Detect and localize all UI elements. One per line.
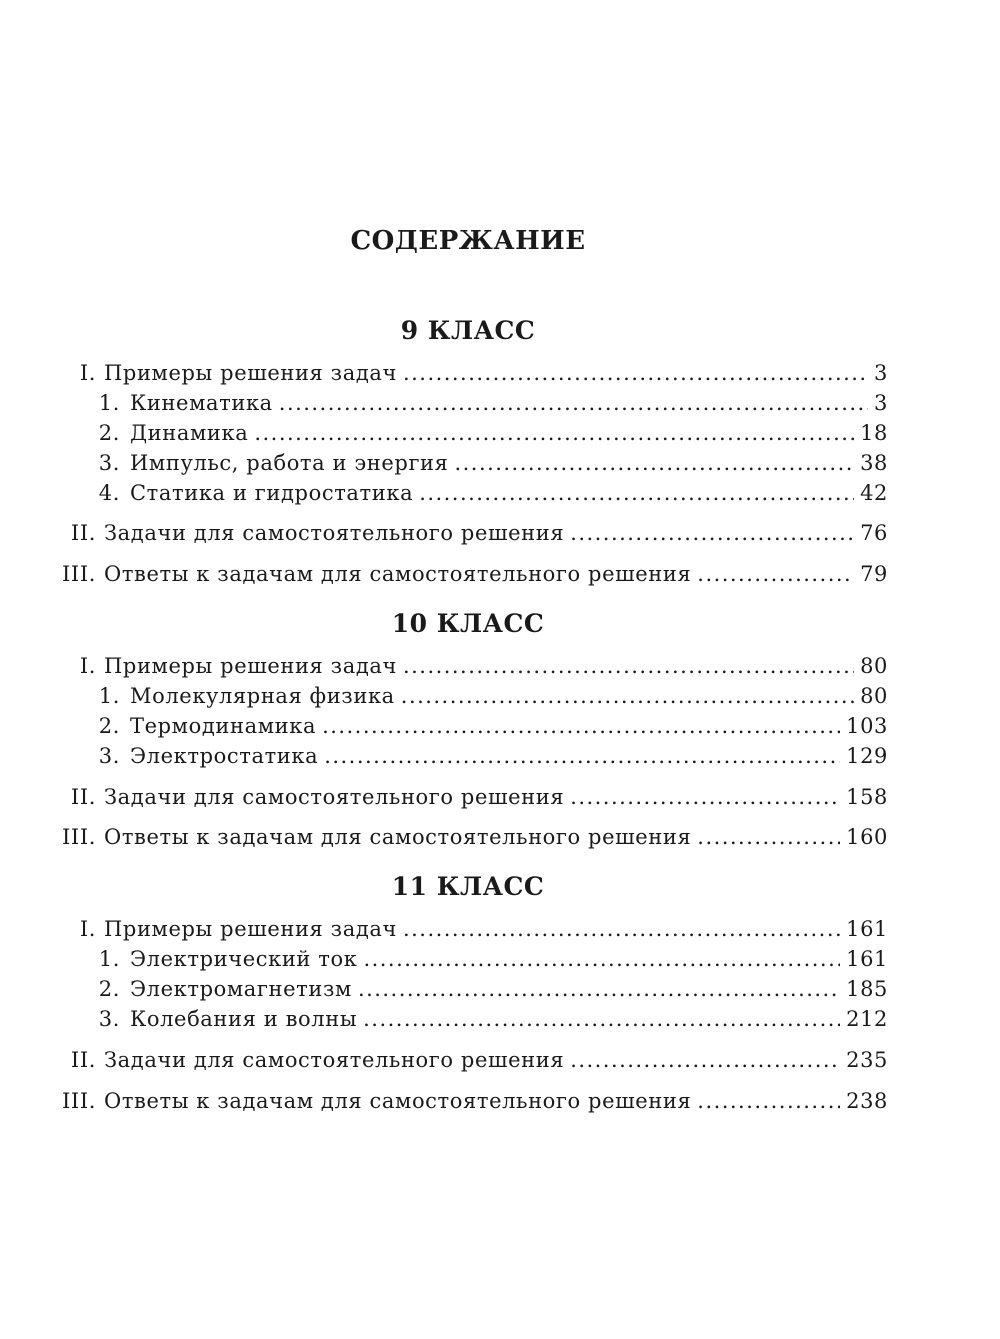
toc-entry[interactable] <box>88 421 888 445</box>
section-heading-11: 11 КЛАСС <box>391 872 545 901</box>
toc-entry-number: III. <box>62 825 96 849</box>
toc-entry[interactable] <box>88 714 888 738</box>
dot-leader <box>403 654 854 678</box>
dot-leader <box>254 421 854 445</box>
toc-entry[interactable] <box>88 1007 888 1031</box>
toc-entry-page: 235 <box>846 1048 888 1072</box>
toc-entry-number: 3. <box>98 451 120 475</box>
toc-entry[interactable] <box>88 391 888 415</box>
section-heading-10: 10 КЛАСС <box>391 609 545 638</box>
toc-entry-number: 1. <box>98 684 120 708</box>
toc-entry-page: 3 <box>874 391 888 415</box>
toc-entry[interactable] <box>40 1048 888 1072</box>
toc-entry[interactable] <box>40 562 888 586</box>
dot-leader <box>570 1048 840 1072</box>
toc-entry-label: Электромагнетизм <box>130 977 352 1001</box>
toc-entry-label: Электростатика <box>130 744 319 768</box>
dot-leader <box>697 825 840 849</box>
dot-leader <box>697 562 854 586</box>
toc-entry-number: I. <box>79 361 96 385</box>
toc-entry-page: 238 <box>846 1089 888 1113</box>
toc-entry-label: Кинематика <box>130 391 273 415</box>
toc-entry-page: 76 <box>860 521 888 545</box>
toc-entry-page: 103 <box>846 714 888 738</box>
toc-entry[interactable] <box>40 917 888 941</box>
dot-leader <box>403 917 840 941</box>
toc-entry-page: 80 <box>860 654 888 678</box>
toc-entry-number: 1. <box>98 391 120 415</box>
dot-leader <box>401 684 854 708</box>
dot-leader <box>419 481 854 505</box>
toc-entry-number: 2. <box>98 977 120 1001</box>
toc-entry-number: III. <box>62 1089 96 1113</box>
toc-entry[interactable] <box>88 947 888 971</box>
toc-entry[interactable] <box>88 451 888 475</box>
toc-entry[interactable] <box>88 481 888 505</box>
dot-leader <box>697 1089 840 1113</box>
toc-entry-page: 3 <box>874 361 888 385</box>
toc-entry-label: Электрический ток <box>130 947 358 971</box>
toc-entry-number: II. <box>70 785 96 809</box>
dot-leader <box>363 1007 840 1031</box>
toc-entry-label: Ответы к задачам для самостоятельного решения <box>104 1089 692 1113</box>
toc-entry-number: 3. <box>98 744 120 768</box>
toc-entry[interactable] <box>88 744 888 768</box>
toc-entry[interactable] <box>40 654 888 678</box>
toc-entry-label: Ответы к задачам для самостоятельного решения <box>104 562 692 586</box>
dot-leader <box>570 785 840 809</box>
dot-leader <box>363 947 840 971</box>
toc-entry-label: Примеры решения задач <box>104 654 397 678</box>
dot-leader <box>455 451 855 475</box>
toc-entry[interactable] <box>88 977 888 1001</box>
toc-entry-page: 38 <box>860 451 888 475</box>
toc-entry-page: 212 <box>846 1007 888 1031</box>
toc-entry-label: Молекулярная физика <box>130 684 395 708</box>
toc-entry-label: Импульс, работа и энергия <box>130 451 449 475</box>
toc-entry-page: 129 <box>846 744 888 768</box>
toc-entry-page: 161 <box>846 917 888 941</box>
dot-leader <box>279 391 868 415</box>
dot-leader <box>403 361 868 385</box>
toc-entry-label: Примеры решения задач <box>104 361 397 385</box>
toc-entry-label: Термодинамика <box>130 714 317 738</box>
toc-entry-number: II. <box>70 521 96 545</box>
toc-entry-label: Примеры решения задач <box>104 917 397 941</box>
toc-entry-number: I. <box>79 654 96 678</box>
dot-leader <box>322 714 840 738</box>
toc-entry[interactable] <box>40 1089 888 1113</box>
dot-leader <box>324 744 840 768</box>
toc-entry-number: 2. <box>98 421 120 445</box>
toc-entry-number: 1. <box>98 947 120 971</box>
toc-entry[interactable] <box>40 785 888 809</box>
toc-entry-number: 3. <box>98 1007 120 1031</box>
dot-leader <box>358 977 840 1001</box>
toc-entry[interactable] <box>40 521 888 545</box>
toc-entry-label: Задачи для самостоятельного решения <box>104 785 565 809</box>
toc-entry-label: Задачи для самостоятельного решения <box>104 1048 565 1072</box>
page-title: СОДЕРЖАНИЕ <box>350 226 586 256</box>
toc-entry-number: III. <box>62 562 96 586</box>
toc-entry-label: Ответы к задачам для самостоятельного решения <box>104 825 692 849</box>
toc-entry-number: 2. <box>98 714 120 738</box>
toc-entry-page: 80 <box>860 684 888 708</box>
toc-entry-page: 42 <box>860 481 888 505</box>
toc-entry-page: 185 <box>846 977 888 1001</box>
dot-leader <box>570 521 854 545</box>
toc-entry-label: Колебания и волны <box>130 1007 358 1031</box>
toc-entry-number: II. <box>70 1048 96 1072</box>
toc-entry[interactable] <box>88 684 888 708</box>
toc-entry[interactable] <box>40 361 888 385</box>
toc-entry-page: 79 <box>860 562 888 586</box>
toc-entry-page: 160 <box>846 825 888 849</box>
toc-entry-page: 161 <box>846 947 888 971</box>
section-heading-9: 9 КЛАСС <box>400 316 536 345</box>
toc-entry-number: I. <box>79 917 96 941</box>
toc-entry-page: 18 <box>860 421 888 445</box>
toc-entry-label: Статика и гидростатика <box>130 481 414 505</box>
toc-entry[interactable] <box>40 825 888 849</box>
toc-entry-label: Динамика <box>130 421 249 445</box>
toc-entry-number: 4. <box>98 481 120 505</box>
toc-entry-label: Задачи для самостоятельного решения <box>104 521 565 545</box>
toc-entry-page: 158 <box>846 785 888 809</box>
